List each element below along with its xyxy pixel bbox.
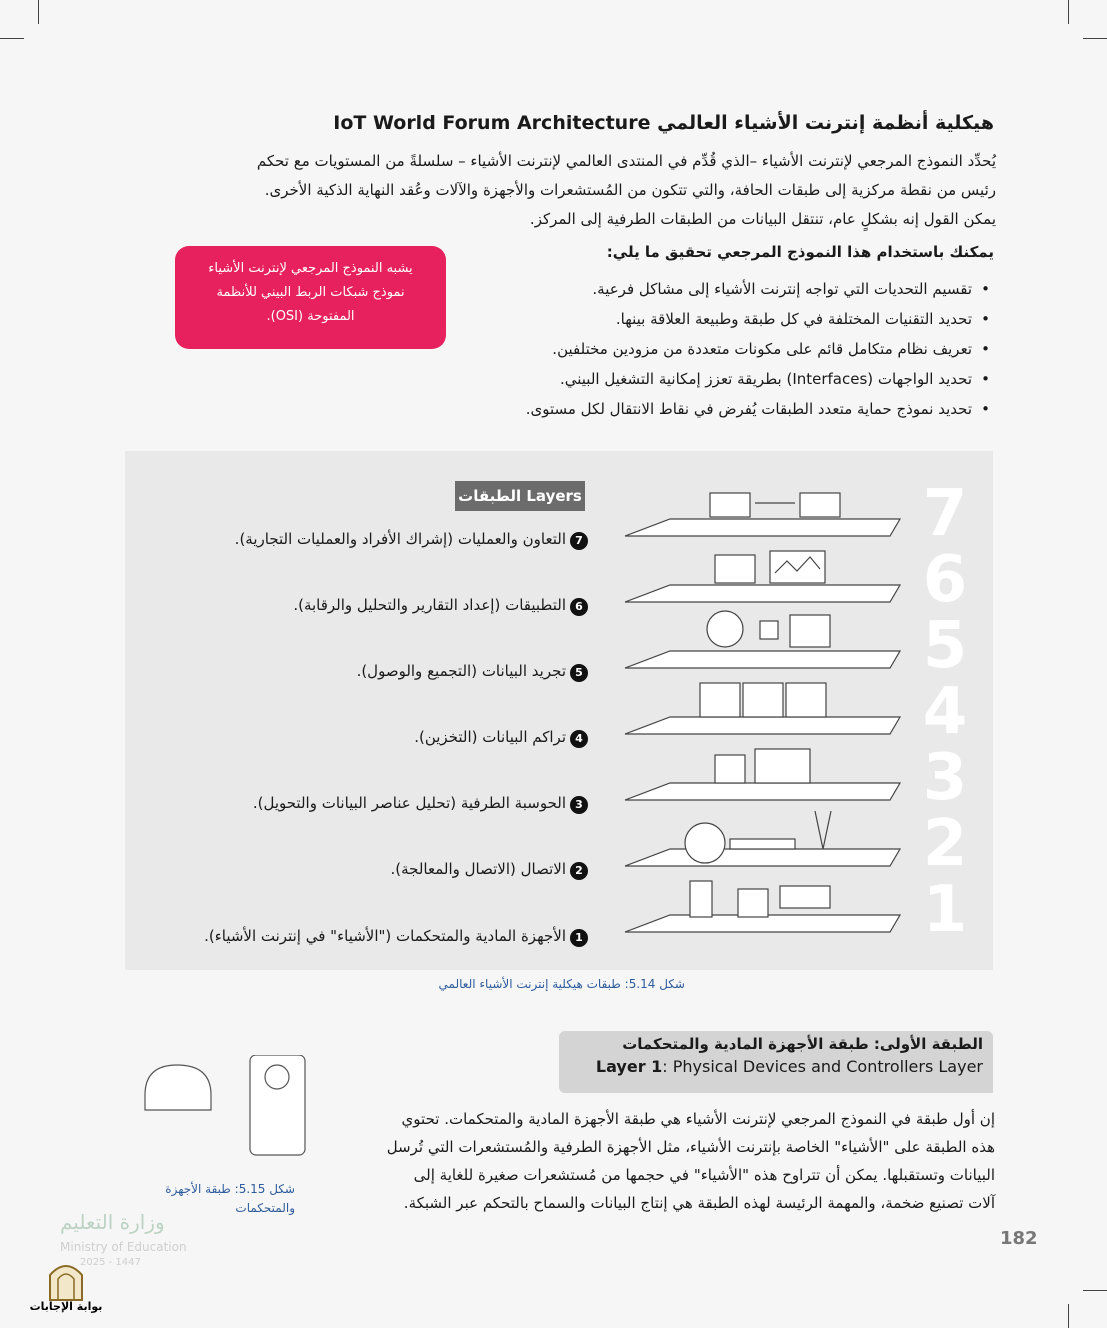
platform-6	[625, 585, 900, 602]
thermometer-icon	[690, 881, 712, 917]
intro-paragraph	[170, 147, 996, 234]
layer1-title-en-rest: : Physical Devices and Controllers Layer	[662, 1057, 983, 1076]
layer-label-7	[148, 530, 588, 550]
crop-mark	[38, 0, 39, 24]
section-heading: هيكلية أنظمة إنترنت الأشياء العالمي IoT World Forum Architecture	[333, 112, 994, 134]
layer-label-4	[148, 728, 588, 748]
paragraph-line: البيانات وتستقبلها. يمكن أن تتراوح هذه "الأشياء" في حجمها من مُستشعرات صغيرة للغاية إلى	[413, 1166, 995, 1184]
layer-label-6	[148, 596, 588, 616]
layer-number-badge: 2	[570, 862, 588, 880]
layer-number-badge: 5	[570, 664, 588, 682]
list-item: • تحديد نموذج حماية متعدد الطبقات يُفرض في نقاط الانتقال لكل مستوى.	[450, 394, 994, 424]
goals-list	[450, 274, 994, 424]
layer-number-badge: 7	[570, 532, 588, 550]
layer-number-badge: 4	[570, 730, 588, 748]
note-line: نموذج شبكات الربط البيني للأنظمة	[216, 285, 405, 300]
list-item: • تقسيم التحديات التي تواجه إنترنت الأشياء إلى مشاكل فرعية.	[450, 274, 994, 304]
crop-mark	[1083, 38, 1107, 39]
layer-text: تراكم البيانات (التخزين).	[414, 728, 566, 746]
platform-7	[625, 519, 900, 536]
network-icon	[707, 611, 743, 647]
big-number: 4	[922, 675, 968, 749]
intro-line: رئيس من نقطة مركزية إلى طبقات الحافة، والتي تتكون من المُستشعرات والأجهزة والآلات وعُقد النهاية الذكية الأخرى.	[264, 181, 996, 199]
platform-4	[625, 717, 900, 734]
layer-text: الأجهزة المادية والمتحكمات ("الأشياء" في إنترنت الأشياء).	[204, 927, 566, 945]
layers-illustration	[615, 481, 915, 951]
server-rack-icon	[786, 683, 826, 717]
list-item: • تحديد التقنيات المختلفة في كل طبقة وطبيعة العلاقة بينها.	[450, 304, 994, 334]
crop-mark	[1083, 1290, 1107, 1291]
layer-label-2	[148, 860, 588, 880]
big-number: 7	[922, 477, 968, 551]
portal-logo-text: بوابة الإجابات	[29, 1300, 103, 1313]
caption-line: والمتحكمات	[235, 1201, 295, 1215]
ministry-logo-text-en: Ministry of Education	[60, 1240, 187, 1254]
platform-3	[625, 783, 900, 800]
big-number: 3	[922, 741, 968, 815]
layer1-title-ar: الطبقة الأولى: طبقة الأجهزة المادية والمتحكمات	[622, 1035, 983, 1053]
layer-text: التطبيقات (إعداد التقارير والتحليل والرقابة).	[293, 596, 566, 614]
layer1-title-en	[569, 1057, 983, 1076]
server-rack-icon	[743, 683, 783, 717]
layer-label-3	[148, 794, 588, 814]
line-chart-icon	[770, 551, 825, 583]
layer-label-5	[148, 662, 588, 682]
layer1-header-box	[559, 1031, 993, 1093]
server-icon	[790, 615, 830, 647]
note-line: المفتوحة (OSI).	[266, 309, 355, 324]
layer-text: الاتصال (الاتصال والمعالجة).	[390, 860, 566, 878]
note-box	[175, 246, 446, 349]
switch-icon	[730, 839, 795, 849]
devices-illustration	[135, 1055, 335, 1175]
crop-mark	[1068, 0, 1069, 24]
server-rack-icon	[700, 683, 740, 717]
big-number: 6	[922, 543, 968, 617]
layer-number-badge: 3	[570, 796, 588, 814]
figure-caption-2	[150, 1180, 295, 1218]
layer-number-badge: 6	[570, 598, 588, 616]
edge-device-icon	[715, 755, 745, 783]
layer-number-badge: 1	[570, 929, 588, 947]
intro-line: يمكن القول إنه بشكلٍ عام، تنتقل البيانات من الطبقات الطرفية إلى المركز.	[529, 210, 996, 228]
meter-icon	[738, 889, 768, 917]
portal-logo-icon	[28, 1255, 104, 1325]
big-number: 1	[922, 873, 968, 947]
layer-text: تجريد البيانات (التجميع والوصول).	[356, 662, 566, 680]
list-item: • تحديد الواجهات (Interfaces) بطريقة تعزز إمكانية التشغيل البيني.	[450, 364, 994, 394]
ministry-logo-text-ar: وزارة التعليم	[60, 1210, 165, 1234]
big-number: 2	[922, 807, 968, 881]
laptop-icon	[800, 493, 840, 517]
platform-5	[625, 651, 900, 668]
layers-figure	[125, 451, 993, 970]
bar-chart-icon	[715, 555, 755, 583]
platform-2	[625, 849, 900, 866]
big-layer-numbers	[915, 477, 975, 947]
paragraph-line: إن أول طبقة في النموذج المرجعي لإنترنت الأشياء هي طبقة الأجهزة المادية والمتحكمات. تحتوي	[401, 1110, 995, 1128]
page-number: 182	[1000, 1228, 1038, 1249]
layer1-title-en-bold: Layer 1	[595, 1057, 663, 1076]
paragraph-line: هذه الطبقة على "الأشياء" الخاصة بإنترنت الأشياء، مثل الأجهزة الطرفية والمُستشعرات التي تُرسل	[386, 1138, 995, 1156]
layer-label-1	[148, 927, 588, 947]
layers-tag: الطبقات Layers	[455, 481, 585, 511]
crop-mark	[1068, 1304, 1069, 1328]
crop-mark	[0, 38, 24, 39]
layer-text: التعاون والعمليات (إشراك الأفراد والعمليات التجارية).	[234, 530, 566, 548]
layer1-paragraph	[335, 1105, 995, 1217]
list-item: • تعريف نظام متكامل قائم على مكونات متعددة من مزودين مختلفين.	[450, 334, 994, 364]
goals-intro: يمكنك باستخدام هذا النموذج المرجعي تحقيق ما يلي:	[606, 243, 994, 261]
figure-caption: شكل 5.14: طبقات هيكلية إنترنت الأشياء العالمي	[438, 977, 685, 991]
ministry-logo-year: 2025 - 1447	[80, 1257, 141, 1268]
layer-text: الحوسبة الطرفية (تحليل عناصر البيانات والتحويل).	[252, 794, 566, 812]
smoke-detector-icon	[145, 1065, 211, 1110]
monitor-icon	[755, 749, 810, 783]
big-number: 5	[922, 609, 968, 683]
note-line: يشبه النموذج المرجعي لإنترنت الأشياء	[208, 261, 413, 276]
abstraction-icon	[760, 621, 778, 639]
caption-line: شكل 5.15: طبقة الأجهزة	[165, 1182, 295, 1196]
router-icon	[685, 823, 725, 863]
camera-icon	[780, 886, 830, 908]
laptop-icon	[710, 493, 750, 517]
paragraph-line: آلات تصنيع ضخمة، والمهمة الرئيسة لهذه الطبقة هي إنتاج البيانات والسماح بالتحكم عبر الشبكة.	[403, 1194, 995, 1212]
intro-line: يُحدِّد النموذج المرجعي لإنترنت الأشياء –الذي قُدِّم في المنتدى العالمي لإنترنت الأشياء – سلسلةً من المستويات مع تحكم	[256, 152, 996, 170]
